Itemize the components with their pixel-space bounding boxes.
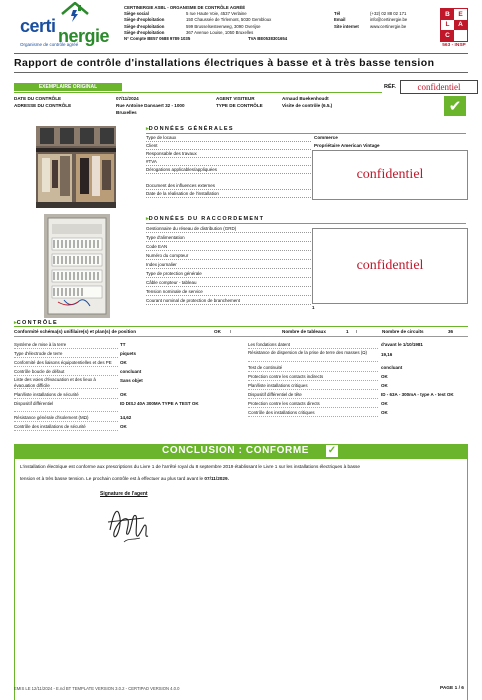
general-row-label: Type de locaux bbox=[146, 134, 311, 142]
controle-right-value: 19,16 bbox=[381, 352, 393, 357]
general-row-label: Responsable des travaux bbox=[146, 150, 311, 158]
tva-number: TVA BE0538301654 bbox=[248, 36, 288, 42]
controle-left-label: Type d'électrode de terre bbox=[14, 350, 118, 358]
raccordement-row-label: Courant nominal de protection de branchement bbox=[146, 297, 311, 305]
type-label: TYPE DE CONTRÔLE bbox=[216, 103, 263, 108]
belac-letter: E bbox=[454, 9, 467, 20]
contact-label: Email bbox=[334, 17, 346, 23]
company-name: CERTINERGIE ASBL - ORGANISME DE CONTRÔLE AGRÉÉ bbox=[124, 5, 246, 10]
controle-right-label: Plan/liste installations critiques bbox=[248, 382, 378, 390]
exemplaire-badge: EXEMPLAIRE ORIGINAL bbox=[14, 83, 122, 91]
controle-left-value: 14,62 bbox=[120, 415, 132, 420]
controle-right-label: Les fondations datent bbox=[248, 341, 378, 349]
page-title: Rapport de contrôle d'installations électriques à basse et à très basse tension bbox=[14, 57, 435, 69]
page-number: PAGE 1 / 6 bbox=[440, 686, 464, 691]
confidential-mask bbox=[312, 150, 468, 200]
raccordement-row-label: Index journalier bbox=[146, 261, 311, 269]
belac-letter: A bbox=[454, 20, 467, 31]
controle-right-label: Protection contre les contacts directs bbox=[248, 400, 378, 408]
controle-left-label: Contrôle des installations de sécurité bbox=[14, 423, 118, 431]
conformite-label: Conformité schéma(s) unifilaire(s) et plan(s) de position bbox=[14, 329, 137, 334]
controle-left-value: piquets bbox=[120, 351, 137, 356]
section-raccordement-heading: ▸ DONNÉES DU RACCORDEMENT bbox=[146, 216, 264, 222]
raccordement-row-label: Type de protection générale bbox=[146, 270, 311, 278]
raccordement-row-label: Numéro du compteur bbox=[146, 252, 311, 260]
raccordement-row-label: Code EAN bbox=[146, 243, 311, 251]
check-icon: ✔ bbox=[444, 96, 466, 116]
footer-left: EMIS LE 12/11/2024 - E.nd BT TEMPLATE VERSION 3.0.2 - CERTIPAD VERSION 4.0.0 bbox=[14, 686, 180, 691]
conformite-value: OK bbox=[214, 329, 221, 334]
controle-right-value: concluant bbox=[381, 365, 403, 370]
conclusion-text-line1: L'installation électrique est conforme aux prescriptions du Livre 1 de l'arrêté royal du 8 septembre 2019 établissant le Livre 1 sur les installations électriques à basse bbox=[20, 464, 360, 469]
controle-left-value: ID DISJ 40A 300MA TYPE A TEST OK bbox=[120, 401, 199, 406]
controle-right-label: Test de continuité bbox=[248, 364, 378, 372]
tableaux-label: Nombre de tableaux bbox=[282, 329, 326, 334]
controle-left-value: OK bbox=[120, 424, 127, 429]
confidential-mask bbox=[312, 228, 468, 304]
general-row-value: Commerce bbox=[314, 135, 338, 140]
date-value: 07/11/2024 bbox=[116, 96, 139, 101]
contact-label: Tél bbox=[334, 11, 341, 16]
contact-phone: (+32) 02 88 02 171 bbox=[370, 11, 407, 16]
tableaux-value: 1 bbox=[346, 329, 349, 334]
ref-label: RÉF. bbox=[384, 84, 396, 90]
controle-left-label: Plan/liste installations de sécurité bbox=[14, 391, 118, 399]
confidential-text: confidentiel bbox=[356, 258, 424, 273]
conclusion-banner bbox=[14, 444, 468, 458]
conclusion-text-line2 bbox=[20, 476, 229, 481]
info-label: Siège d'exploitation bbox=[124, 23, 165, 29]
signature-label: Signature de l'agent bbox=[100, 491, 148, 497]
raccordement-row-label: Câble compteur - tableau bbox=[146, 279, 311, 287]
type-value: Visite de contrôle (6.5.) bbox=[282, 103, 333, 108]
contact-website[interactable]: www.certinergie.be bbox=[370, 23, 407, 29]
general-row-label: #TVA bbox=[146, 158, 311, 166]
date-label: DATE DU CONTRÔLE bbox=[14, 96, 62, 101]
agent-value: Arnaud Buekenhoudt bbox=[282, 96, 329, 101]
general-row-label: Dérogations applicables/appliquées bbox=[146, 166, 311, 174]
address-label: ADRESSE DU CONTRÔLE bbox=[14, 103, 72, 108]
controle-right-value: ID - 63A - 300mA - type A - test OK bbox=[381, 392, 454, 397]
confidential-text: confidentiel bbox=[356, 167, 424, 182]
controle-right-value: OK bbox=[381, 410, 388, 415]
belac-code: 563 - INSP bbox=[442, 43, 466, 48]
storefront-photo bbox=[36, 126, 116, 208]
controle-right-value: OK bbox=[381, 374, 388, 379]
contact-email[interactable]: info@certinergie.be bbox=[370, 17, 408, 23]
general-row-label: Client bbox=[146, 142, 311, 150]
agent-signature bbox=[104, 500, 156, 546]
controle-left-value: OK bbox=[120, 392, 127, 397]
belac-logo bbox=[440, 8, 468, 48]
info-value: 5 rue Haute Voie, 4537 Verlaine bbox=[186, 11, 247, 16]
belac-letter: L bbox=[441, 20, 454, 31]
belac-letter bbox=[454, 30, 467, 41]
controle-left-label: Contrôle boucle de défaut bbox=[14, 368, 118, 376]
info-label: Siège d'exploitation bbox=[124, 17, 165, 23]
controle-left-label: Conformité des liaisons équipotentielles et des PE bbox=[14, 359, 118, 367]
controle-right-label: Protection contre les contacts indirects bbox=[248, 373, 378, 381]
contact-label: Site internet bbox=[334, 23, 359, 29]
conclusion-text: tension et à très basse tension. Le prochain contrôle est à effectuer au plus tard avant le bbox=[20, 476, 204, 481]
belac-letter: B bbox=[441, 9, 454, 20]
controle-left-value: Sans objet bbox=[120, 378, 143, 383]
controle-right-label: Dispositif différentiel de tête bbox=[248, 391, 378, 399]
controle-right-value: OK bbox=[381, 401, 388, 406]
raccordement-row-label: Tension nominale de service bbox=[146, 288, 311, 296]
general-row-label: Date de la réalisation de l'installation bbox=[146, 190, 311, 198]
controle-left-label: Dispositif différentiel bbox=[14, 400, 118, 412]
logo-part1: certi bbox=[20, 16, 56, 36]
controle-left-value: OK bbox=[120, 360, 127, 365]
circuits-label: Nombre de circuits bbox=[382, 329, 424, 334]
address-line1: Rue Antoine Dansaert 32 - 1000 bbox=[116, 103, 185, 108]
conclusion-heading: CONCLUSION : CONFORME bbox=[162, 445, 310, 456]
info-value: 367 Avenue Louise, 1050 Bruxelles bbox=[186, 29, 254, 35]
general-row-value: Propriétaire American Vintage bbox=[314, 143, 380, 148]
controle-left-value: concluant bbox=[120, 369, 142, 374]
belac-letter: C bbox=[441, 30, 454, 41]
house-icon bbox=[60, 2, 90, 24]
controle-left-value: TT bbox=[120, 342, 126, 347]
controle-left-label: Système de mise à la terre bbox=[14, 341, 118, 349]
section-general-heading: ▸ DONNÉES GÉNÉRALES bbox=[146, 126, 234, 132]
company-info bbox=[124, 11, 424, 42]
ref-box bbox=[400, 80, 478, 94]
controle-right-value: d'avant le 1/10/1981 bbox=[381, 342, 423, 347]
controle-left-label: Résistance générale d'isolement (MΩ) bbox=[14, 414, 118, 422]
stray-value: 1 bbox=[312, 305, 315, 310]
logo-part2: nergie bbox=[58, 26, 110, 46]
controle-right-value: OK bbox=[381, 383, 388, 388]
controle-left-label: Liste des voies d'évacuation et des lieux à évacuation difficile bbox=[14, 377, 118, 389]
raccordement-row-label: Type d'alimentation bbox=[146, 234, 311, 242]
agent-label: AGENT VISITEUR bbox=[216, 96, 255, 101]
logo-tagline: Organisme de contrôle agréé bbox=[20, 42, 79, 47]
next-control-date: 07/11/2029. bbox=[204, 476, 229, 481]
ref-value: confidentiel bbox=[417, 82, 461, 92]
section-controle-heading: ▸ CONTRÔLE bbox=[14, 320, 58, 326]
info-value: 150 Chaussée de Tirlemont, 5030 Gembloux bbox=[186, 17, 272, 23]
circuits-value: 36 bbox=[448, 329, 454, 334]
general-row-label: Document des influences externes bbox=[146, 182, 311, 190]
controle-right-label: Contrôle des installations critiques bbox=[248, 409, 378, 417]
controle-right-label: Résistance de dispersion de la prise de terre des masses (Ω) bbox=[248, 350, 378, 362]
address-line2: Bruxelles bbox=[116, 110, 137, 115]
info-label: Siège social bbox=[124, 11, 149, 16]
info-label: Siège d'exploitation bbox=[124, 29, 165, 35]
check-icon: ✓ bbox=[327, 445, 337, 456]
company-logo bbox=[20, 2, 110, 48]
electrical-board-photo bbox=[44, 214, 110, 318]
raccordement-row-label: Gestionnaire du réseau de distribution (GRD) bbox=[146, 225, 311, 233]
conclusion-body bbox=[14, 458, 468, 700]
info-value: 599 Brusselsesteenweg, 3090 Overijse bbox=[186, 23, 261, 29]
bank-account: N° Compte BE57 0688 9789 1035 bbox=[124, 36, 191, 42]
